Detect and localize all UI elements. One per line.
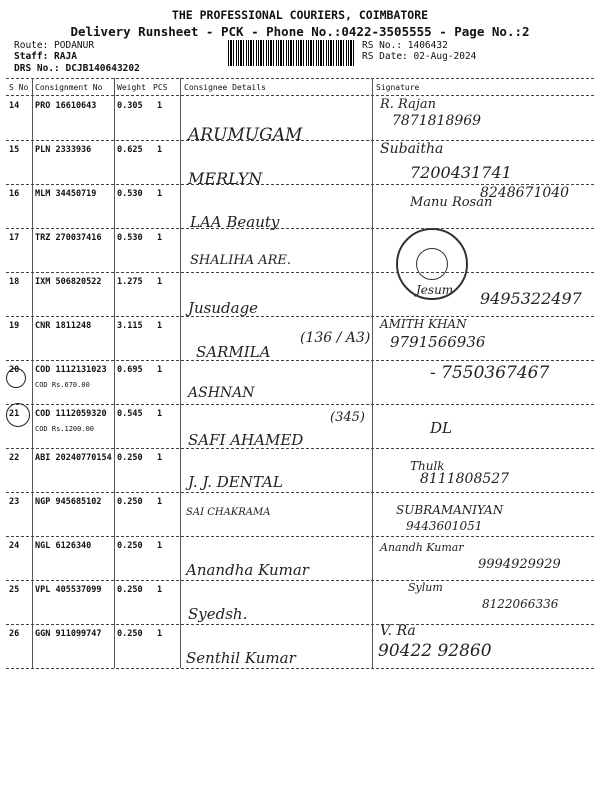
row-signature-phone: 9443601051 [406, 519, 483, 533]
row-weight: 0.250 [117, 497, 143, 507]
row-pcs: 1 [157, 629, 163, 639]
row-pcs: 1 [157, 365, 163, 375]
row-consignee-handwritten: Senthil Kumar [186, 649, 296, 667]
row-consignee-handwritten: SARMILA [196, 343, 271, 361]
row-consignee-handwritten: SAFI AHAMED [188, 431, 304, 449]
row-sno: 22 [9, 453, 20, 463]
row-sno: 18 [9, 277, 20, 287]
row-weight: 3.115 [117, 321, 143, 331]
barcode [228, 40, 354, 66]
row-sno: 14 [9, 101, 20, 111]
row-signature-phone: 90422 92860 [378, 641, 492, 661]
row-sno: 19 [9, 321, 20, 331]
rs-number: RS No.: 1406432 [362, 40, 448, 51]
row-divider [6, 448, 594, 449]
staff-label: Staff: RAJA [14, 51, 77, 62]
row-divider [6, 668, 594, 669]
row-consignment-no: NGP 945685102 [35, 497, 102, 507]
row-signature-phone: 8111808527 [420, 471, 510, 487]
row-consignee-handwritten: J. J. DENTAL [188, 473, 283, 491]
row-consignee-handwritten: Anandha Kumar [186, 561, 309, 579]
row-pcs: 1 [157, 453, 163, 463]
row-signature: Manu Rosan [410, 195, 493, 210]
row-pcs: 1 [157, 233, 163, 243]
row-signature-phone: 7871818969 [392, 113, 482, 129]
row-weight: 0.250 [117, 629, 143, 639]
col-header-sno: S No [9, 83, 29, 92]
row-consignment-no: GGN 911099747 [35, 629, 102, 639]
row-sno: 16 [9, 189, 20, 199]
row-pcs: 1 [157, 541, 163, 551]
row-consignment-no: IXM 506820522 [35, 277, 102, 287]
row-pcs: 1 [157, 497, 163, 507]
row-signature: Sylum [408, 581, 443, 594]
company-title: THE PROFESSIONAL COURIERS, COIMBATORE [171, 8, 429, 22]
row-consignment-no: TRZ 270037416 [35, 233, 102, 243]
row-divider [6, 360, 594, 361]
row-consignee-handwritten: SAI CHAKRAMA [186, 507, 271, 518]
rs-date: RS Date: 02-Aug-2024 [362, 51, 477, 62]
row-consignee-handwritten: MERLYN [188, 169, 263, 188]
row-sno: 20 [9, 365, 20, 375]
row-pcs: 1 [157, 409, 163, 419]
row20-circle [6, 368, 26, 388]
row-consignment-no: MLM 34450719 [35, 189, 97, 199]
row-sno: 15 [9, 145, 20, 155]
row-signature: Anandh Kumar [380, 541, 464, 554]
row-pcs: 1 [157, 145, 163, 155]
row-consignment-no: NGL 6126340 [35, 541, 92, 551]
col-header-signature: Signature [376, 83, 420, 92]
row-consignment-no: PRO 16610643 [35, 101, 97, 111]
row-divider [6, 624, 594, 625]
col-header-weight: Weight [117, 83, 146, 92]
row-signature: Jesum [416, 283, 454, 297]
row-consignee-handwritten: Jusudage [188, 299, 259, 317]
row-sno: 26 [9, 629, 20, 639]
row-consignee-handwritten: LAA Beauty [190, 213, 280, 231]
row-pcs: 1 [157, 277, 163, 287]
row-signature-phone: 9994929929 [478, 557, 561, 572]
row-divider [6, 536, 594, 537]
row-divider [6, 492, 594, 493]
row-consignee-handwritten: Syedsh. [188, 605, 248, 623]
row-signature: V. Ra [380, 623, 416, 639]
row-divider [6, 316, 594, 317]
row-signature: Thulk [410, 459, 445, 473]
row-consignment-no: COD 1112131023 [35, 365, 107, 375]
row-sno: 23 [9, 497, 20, 507]
row-consignee-handwritten: ASHNAN [188, 385, 255, 401]
row-signature: AMITH KHAN [380, 317, 467, 331]
row-pcs: 1 [157, 321, 163, 331]
row-weight: 1.275 [117, 277, 143, 287]
stamp-center [416, 248, 448, 280]
row-cod-amount: COD Rs.670.00 [35, 381, 90, 389]
runsheet-subtitle: Delivery Runsheet - PCK - Phone No.:0422-3505555 - Page No.:2 [70, 24, 530, 39]
row-divider [6, 140, 594, 141]
row-divider [6, 580, 594, 581]
row-sno: 24 [9, 541, 20, 551]
row-signature: SUBRAMANIYAN [396, 503, 504, 517]
col-header-consignee: Consignee Details [184, 83, 266, 92]
row-divider [6, 272, 594, 273]
drs-number: DRS No.: DCJB140643202 [14, 63, 140, 74]
row-signature-phone: 9495322497 [480, 289, 582, 308]
row-consignee-handwritten: SHALIHA ARE. [190, 253, 292, 268]
row-weight: 0.530 [117, 233, 143, 243]
row-signature-phone: 8122066336 [482, 597, 559, 611]
row-consignment-no: ABI 20240770154 [35, 453, 112, 463]
row-pcs: 1 [157, 101, 163, 111]
row-consignee-handwritten: ARUMUGAM [188, 125, 303, 145]
row-sno: 21 [9, 409, 20, 419]
row-weight: 0.250 [117, 453, 143, 463]
row-signature-phone: 7200431741 [410, 163, 512, 182]
route-label: Route: PODANUR [14, 40, 95, 51]
row-pcs: 1 [157, 189, 163, 199]
row-divider [6, 228, 594, 229]
row-sno: 25 [9, 585, 20, 595]
row-pcs: 1 [157, 585, 163, 595]
row-consignment-no: PLN 2333936 [35, 145, 92, 155]
row-weight: 0.305 [117, 101, 143, 111]
row-weight: 0.695 [117, 365, 143, 375]
row-signature: DL [430, 419, 452, 437]
row19-note: (136 / A3) [300, 330, 371, 346]
row21-note: (345) [330, 410, 365, 425]
row-divider [6, 404, 594, 405]
row-consignment-no: VPL 405537099 [35, 585, 102, 595]
row-weight: 0.250 [117, 585, 143, 595]
row-signature: Subaitha [380, 141, 444, 157]
row-weight: 0.625 [117, 145, 143, 155]
shop-stamp [396, 228, 468, 300]
row-weight: 0.530 [117, 189, 143, 199]
row-consignment-no: COD 1112059320 [35, 409, 107, 419]
table-top-rule [6, 78, 594, 79]
row-signature-phone: 9791566936 [390, 333, 486, 351]
row-weight: 0.250 [117, 541, 143, 551]
row-cod-amount: COD Rs.1200.00 [35, 425, 95, 433]
row-weight: 0.545 [117, 409, 143, 419]
row-consignment-no: CNR 1811248 [35, 321, 92, 331]
row-signature-phone: - 7550367467 [430, 363, 550, 383]
row-sno: 17 [9, 233, 20, 243]
row-signature-phone: 8248671040 [480, 185, 570, 201]
row21-circle [6, 403, 30, 427]
col-header-consignment: Consignment No [35, 83, 103, 92]
col-header-pcs: PCS [153, 83, 168, 92]
table-header-rule [6, 95, 594, 96]
row-signature: R. Rajan [380, 97, 437, 112]
